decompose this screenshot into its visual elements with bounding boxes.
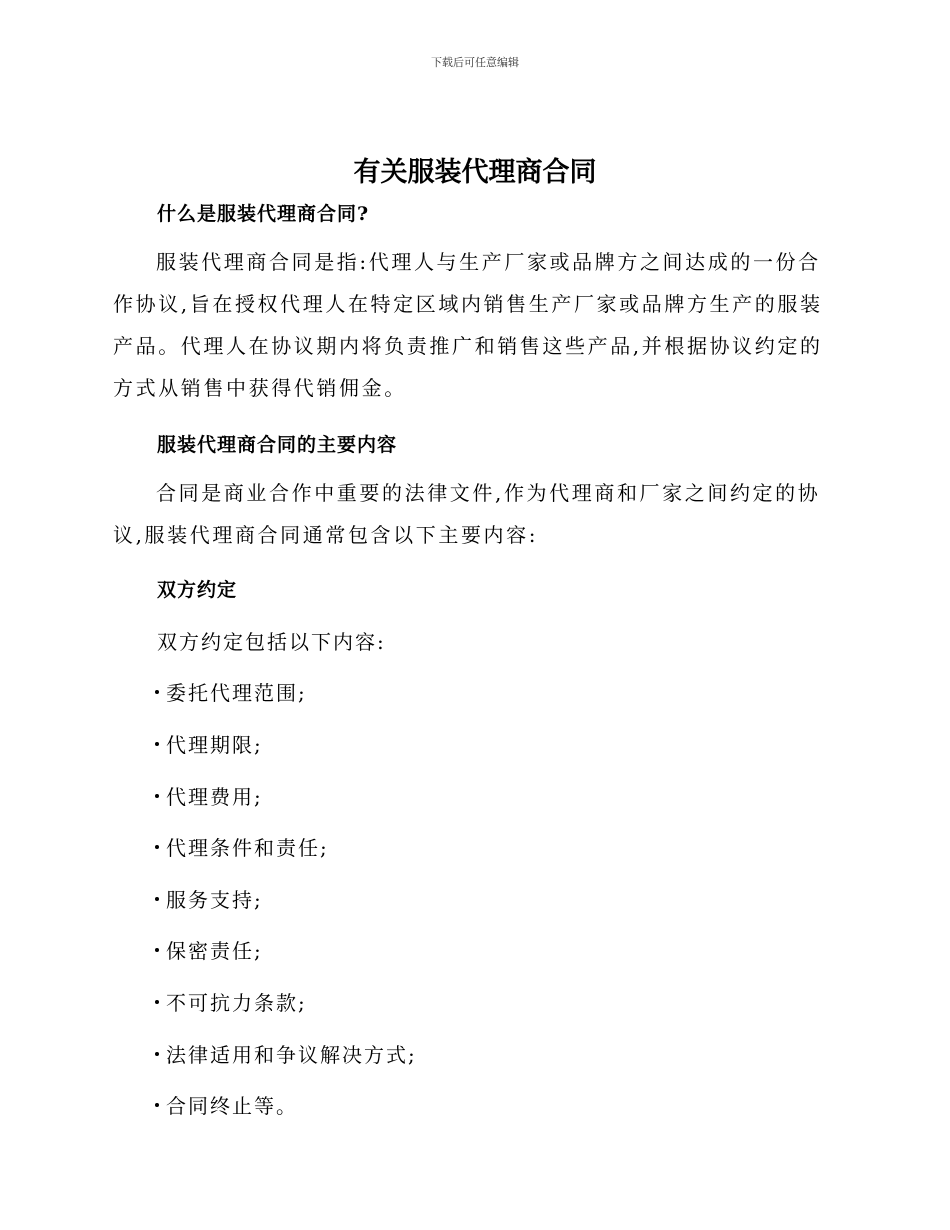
- bullet-icon: [155, 845, 159, 849]
- list-item-text: 服务支持;: [166, 888, 263, 912]
- list-item-text: 代理条件和责任;: [166, 836, 329, 860]
- paragraph-main-contents: 合同是商业合作中重要的法律文件,作为代理商和厂家之间约定的协议,服装代理商合同通常包含以下主要内容:: [113, 481, 821, 547]
- list-item: [155, 1090, 298, 1119]
- bullet-icon: [155, 1052, 159, 1056]
- bullet-icon: [155, 742, 159, 746]
- section-heading-main-contents: 服装代理商合同的主要内容: [157, 434, 398, 456]
- list-item-text: 法律适用和争议解决方式;: [166, 1043, 417, 1067]
- bullet-icon: [155, 948, 159, 952]
- list-item-text: 代理期限;: [166, 733, 263, 757]
- list-item: [155, 677, 307, 706]
- list-item: [155, 832, 329, 861]
- agreement-intro: 双方约定包括以下内容:: [157, 630, 386, 654]
- list-item: [155, 935, 263, 964]
- list-item: [155, 729, 263, 758]
- list-item-text: 保密责任;: [166, 939, 263, 963]
- section-heading-what-is: 什么是服装代理商合同?: [157, 203, 370, 225]
- bullet-icon: [155, 1000, 159, 1004]
- bullet-icon: [155, 690, 159, 694]
- page-header-note: 下载后可任意编辑: [431, 56, 519, 69]
- list-item-text: 委托代理范围;: [166, 681, 307, 705]
- bullet-icon: [155, 794, 159, 798]
- bullet-icon: [155, 897, 159, 901]
- section-heading-mutual-agreement: 双方约定: [157, 579, 238, 601]
- list-item: [155, 884, 263, 913]
- list-item-text: 不可抗力条款;: [166, 991, 307, 1015]
- document-title: 有关服装代理商合同: [353, 157, 597, 188]
- list-item-text: 合同终止等。: [166, 1094, 298, 1118]
- list-item: [155, 987, 307, 1016]
- bullet-icon: [155, 1103, 159, 1107]
- list-item: [155, 1039, 417, 1068]
- list-item-text: 代理费用;: [166, 785, 263, 809]
- list-item: [155, 781, 263, 810]
- paragraph-definition: 服装代理商合同是指:代理人与生产厂家或品牌方之间达成的一份合作协议,旨在授权代理人在特定区域内销售生产厂家或品牌方生产的服装产品。代理人在协议期内将负责推广和销售这些产品,并根据协议约定的方式从销售中获得代销佣金。: [113, 250, 823, 400]
